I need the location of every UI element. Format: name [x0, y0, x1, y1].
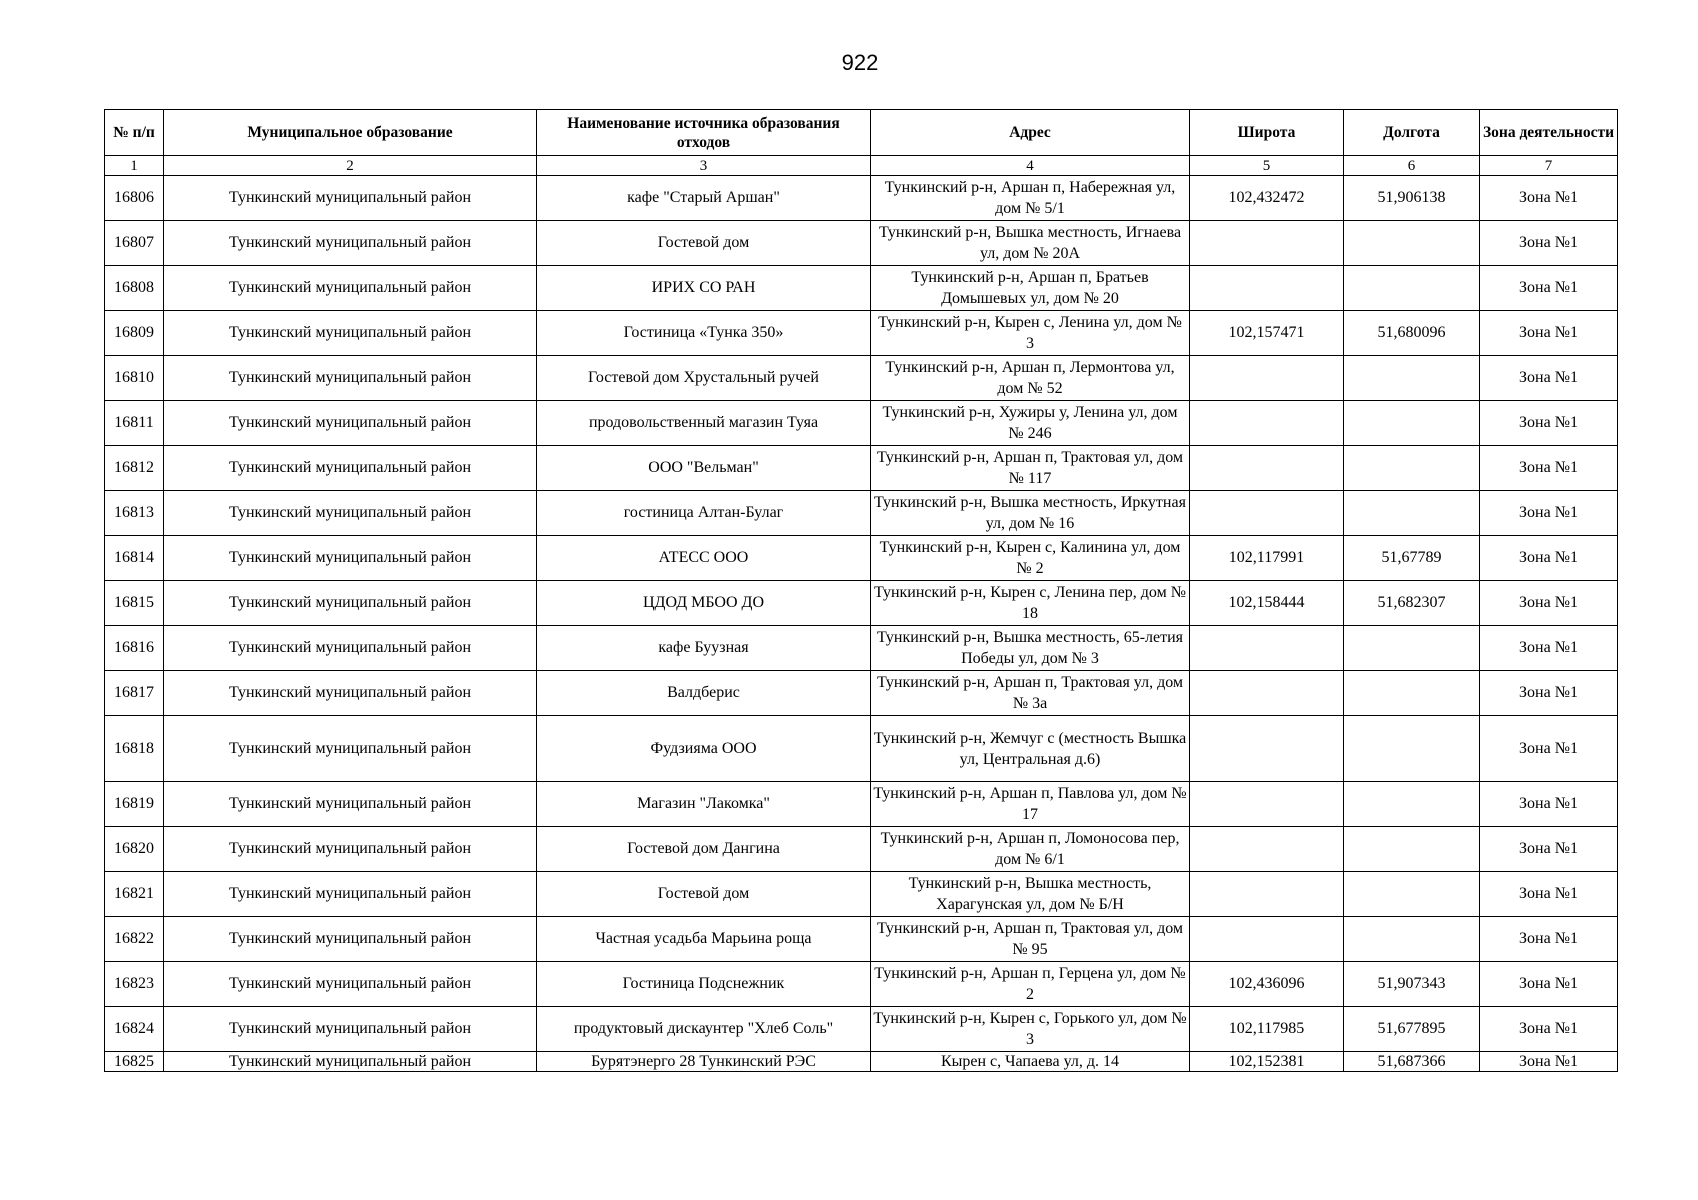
cell-source-name: Гостиница «Тунка 350» [537, 311, 871, 356]
cell-row-number: 16825 [105, 1052, 164, 1072]
cell-row-number: 16824 [105, 1007, 164, 1052]
cell-source-name: Магазин "Лакомка" [537, 782, 871, 827]
cell-latitude [1190, 872, 1344, 917]
cell-row-number: 16811 [105, 401, 164, 446]
table-row [105, 491, 1618, 536]
cell-zone: Зона №1 [1480, 782, 1618, 827]
cell-longitude [1344, 446, 1480, 491]
cell-longitude [1344, 827, 1480, 872]
table-row [105, 356, 1618, 401]
cell-municipality: Тункинский муниципальный район [164, 872, 537, 917]
cell-latitude [1190, 266, 1344, 311]
cell-row-number: 16815 [105, 581, 164, 626]
cell-zone: Зона №1 [1480, 356, 1618, 401]
cell-latitude: 102,157471 [1190, 311, 1344, 356]
cell-longitude [1344, 626, 1480, 671]
cell-row-number: 16819 [105, 782, 164, 827]
cell-zone: Зона №1 [1480, 962, 1618, 1007]
cell-latitude: 102,152381 [1190, 1052, 1344, 1072]
cell-latitude [1190, 221, 1344, 266]
column-number: 5 [1190, 156, 1344, 176]
cell-municipality: Тункинский муниципальный район [164, 716, 537, 782]
cell-address: Тункинский р-н, Жемчуг с (местность Вышка ул, Центральная д.6) [871, 716, 1190, 782]
cell-municipality: Тункинский муниципальный район [164, 176, 537, 221]
column-number: 2 [164, 156, 537, 176]
cell-source-name: Фудзияма ООО [537, 716, 871, 782]
table-row [105, 401, 1618, 446]
cell-source-name: ЦДОД МБОО ДО [537, 581, 871, 626]
cell-longitude [1344, 221, 1480, 266]
cell-address: Тункинский р-н, Хужиры у, Ленина ул, дом № 246 [871, 401, 1190, 446]
cell-zone: Зона №1 [1480, 581, 1618, 626]
cell-row-number: 16820 [105, 827, 164, 872]
cell-zone: Зона №1 [1480, 872, 1618, 917]
cell-latitude: 102,432472 [1190, 176, 1344, 221]
table-row [105, 536, 1618, 581]
cell-address: Кырен с, Чапаева ул, д. 14 [871, 1052, 1190, 1072]
cell-zone: Зона №1 [1480, 626, 1618, 671]
cell-zone: Зона №1 [1480, 536, 1618, 581]
page-number: 922 [841, 50, 879, 75]
table-row [105, 221, 1618, 266]
cell-municipality: Тункинский муниципальный район [164, 782, 537, 827]
cell-longitude: 51,907343 [1344, 962, 1480, 1007]
cell-address: Тункинский р-н, Вышка местность, Харагунская ул, дом № Б/Н [871, 872, 1190, 917]
cell-municipality: Тункинский муниципальный район [164, 446, 537, 491]
cell-row-number: 16821 [105, 872, 164, 917]
cell-latitude [1190, 671, 1344, 716]
table-row [105, 266, 1618, 311]
cell-longitude [1344, 872, 1480, 917]
cell-latitude [1190, 401, 1344, 446]
table-row [105, 581, 1618, 626]
cell-source-name: Частная усадьба Марьина роща [537, 917, 871, 962]
table-row [105, 671, 1618, 716]
cell-municipality: Тункинский муниципальный район [164, 1007, 537, 1052]
cell-municipality: Тункинский муниципальный район [164, 266, 537, 311]
cell-row-number: 16814 [105, 536, 164, 581]
cell-longitude [1344, 716, 1480, 782]
cell-municipality: Тункинский муниципальный район [164, 536, 537, 581]
cell-latitude [1190, 827, 1344, 872]
cell-longitude [1344, 356, 1480, 401]
cell-source-name: продуктовый дискаунтер "Хлеб Соль" [537, 1007, 871, 1052]
table-row [105, 827, 1618, 872]
cell-source-name: Гостевой дом [537, 221, 871, 266]
cell-municipality: Тункинский муниципальный район [164, 962, 537, 1007]
cell-longitude: 51,677895 [1344, 1007, 1480, 1052]
cell-latitude: 102,117985 [1190, 1007, 1344, 1052]
cell-longitude [1344, 401, 1480, 446]
cell-address: Тункинский р-н, Аршан п, Ломоносова пер, дом № 6/1 [871, 827, 1190, 872]
cell-municipality: Тункинский муниципальный район [164, 401, 537, 446]
cell-address: Тункинский р-н, Аршан п, Трактовая ул, дом № 3а [871, 671, 1190, 716]
table-row [105, 716, 1618, 782]
column-number: 7 [1480, 156, 1618, 176]
table-row [105, 311, 1618, 356]
header-municipality: Муниципальное образование [164, 110, 537, 156]
cell-address: Тункинский р-н, Аршан п, Лермонтова ул, дом № 52 [871, 356, 1190, 401]
cell-zone: Зона №1 [1480, 176, 1618, 221]
cell-latitude [1190, 782, 1344, 827]
cell-zone: Зона №1 [1480, 446, 1618, 491]
cell-longitude [1344, 266, 1480, 311]
table-row [105, 446, 1618, 491]
cell-municipality: Тункинский муниципальный район [164, 671, 537, 716]
header-row-number: № п/п [105, 110, 164, 156]
cell-row-number: 16812 [105, 446, 164, 491]
cell-row-number: 16810 [105, 356, 164, 401]
cell-municipality: Тункинский муниципальный район [164, 626, 537, 671]
cell-municipality: Тункинский муниципальный район [164, 491, 537, 536]
column-number-row [105, 156, 1618, 176]
cell-row-number: 16806 [105, 176, 164, 221]
cell-address: Тункинский р-н, Кырен с, Ленина пер, дом № 18 [871, 581, 1190, 626]
cell-municipality: Тункинский муниципальный район [164, 1052, 537, 1072]
cell-address: Тункинский р-н, Аршан п, Набережная ул, дом № 5/1 [871, 176, 1190, 221]
cell-row-number: 16816 [105, 626, 164, 671]
cell-zone: Зона №1 [1480, 221, 1618, 266]
cell-latitude [1190, 491, 1344, 536]
cell-zone: Зона №1 [1480, 491, 1618, 536]
cell-longitude [1344, 917, 1480, 962]
cell-municipality: Тункинский муниципальный район [164, 917, 537, 962]
cell-longitude [1344, 782, 1480, 827]
cell-address: Тункинский р-н, Вышка местность, Иркутная ул, дом № 16 [871, 491, 1190, 536]
cell-address: Тункинский р-н, Аршан п, Братьев Домышевых ул, дом № 20 [871, 266, 1190, 311]
cell-municipality: Тункинский муниципальный район [164, 221, 537, 266]
cell-source-name: гостиница Алтан-Булаг [537, 491, 871, 536]
cell-longitude [1344, 671, 1480, 716]
cell-latitude [1190, 356, 1344, 401]
cell-row-number: 16818 [105, 716, 164, 782]
column-number: 3 [537, 156, 871, 176]
table-row [105, 626, 1618, 671]
table-row [105, 1052, 1618, 1072]
header-latitude: Широта [1190, 110, 1344, 156]
cell-address: Тункинский р-н, Кырен с, Ленина ул, дом № 3 [871, 311, 1190, 356]
cell-longitude: 51,682307 [1344, 581, 1480, 626]
cell-address: Тункинский р-н, Аршан п, Павлова ул, дом № 17 [871, 782, 1190, 827]
cell-zone: Зона №1 [1480, 716, 1618, 782]
cell-zone: Зона №1 [1480, 1052, 1618, 1072]
cell-latitude [1190, 446, 1344, 491]
column-number: 6 [1344, 156, 1480, 176]
cell-latitude [1190, 917, 1344, 962]
column-number: 1 [105, 156, 164, 176]
cell-municipality: Тункинский муниципальный район [164, 356, 537, 401]
header-source-name: Наименование источника образования отходов [537, 110, 871, 156]
cell-source-name: Гостевой дом [537, 872, 871, 917]
cell-source-name: ООО "Вельман" [537, 446, 871, 491]
cell-address: Тункинский р-н, Кырен с, Калинина ул, дом № 2 [871, 536, 1190, 581]
cell-source-name: Валдберис [537, 671, 871, 716]
cell-address: Тункинский р-н, Вышка местность, Игнаева ул, дом № 20А [871, 221, 1190, 266]
table-header-row [105, 110, 1618, 156]
cell-zone: Зона №1 [1480, 401, 1618, 446]
table-row [105, 872, 1618, 917]
cell-latitude [1190, 716, 1344, 782]
cell-row-number: 16809 [105, 311, 164, 356]
cell-longitude: 51,67789 [1344, 536, 1480, 581]
cell-source-name: Гостевой дом Хрустальный ручей [537, 356, 871, 401]
cell-zone: Зона №1 [1480, 917, 1618, 962]
cell-longitude: 51,680096 [1344, 311, 1480, 356]
cell-zone: Зона №1 [1480, 311, 1618, 356]
cell-source-name: Бурятэнерго 28 Тункинский РЭС [537, 1052, 871, 1072]
column-number: 4 [871, 156, 1190, 176]
table-body [105, 176, 1618, 1072]
cell-row-number: 16813 [105, 491, 164, 536]
cell-source-name: Гостиница Подснежник [537, 962, 871, 1007]
cell-source-name: ИРИХ СО РАН [537, 266, 871, 311]
cell-municipality: Тункинский муниципальный район [164, 827, 537, 872]
cell-address: Тункинский р-н, Кырен с, Горького ул, дом № 3 [871, 1007, 1190, 1052]
cell-source-name: АТЕСС ООО [537, 536, 871, 581]
cell-row-number: 16808 [105, 266, 164, 311]
table-row [105, 962, 1618, 1007]
header-zone: Зона деятельности [1480, 110, 1618, 156]
cell-source-name: Гостевой дом Дангина [537, 827, 871, 872]
cell-longitude: 51,687366 [1344, 1052, 1480, 1072]
cell-source-name: кафе Буузная [537, 626, 871, 671]
table-row [105, 782, 1618, 827]
cell-municipality: Тункинский муниципальный район [164, 581, 537, 626]
cell-latitude: 102,117991 [1190, 536, 1344, 581]
cell-zone: Зона №1 [1480, 1007, 1618, 1052]
table-row [105, 917, 1618, 962]
cell-row-number: 16822 [105, 917, 164, 962]
cell-latitude: 102,158444 [1190, 581, 1344, 626]
cell-zone: Зона №1 [1480, 266, 1618, 311]
cell-address: Тункинский р-н, Аршан п, Трактовая ул, дом № 117 [871, 446, 1190, 491]
table-row [105, 1007, 1618, 1052]
cell-source-name: продовольственный магазин Туяа [537, 401, 871, 446]
cell-zone: Зона №1 [1480, 827, 1618, 872]
cell-address: Тункинский р-н, Вышка местность, 65-летия Победы ул, дом № 3 [871, 626, 1190, 671]
cell-address: Тункинский р-н, Аршан п, Герцена ул, дом № 2 [871, 962, 1190, 1007]
waste-sources-table [104, 109, 1618, 1072]
cell-source-name: кафе "Старый Аршан" [537, 176, 871, 221]
cell-address: Тункинский р-н, Аршан п, Трактовая ул, дом № 95 [871, 917, 1190, 962]
header-longitude: Долгота [1344, 110, 1480, 156]
cell-zone: Зона №1 [1480, 671, 1618, 716]
table-row [105, 176, 1618, 221]
header-address: Адрес [871, 110, 1190, 156]
cell-longitude [1344, 491, 1480, 536]
cell-latitude: 102,436096 [1190, 962, 1344, 1007]
cell-latitude [1190, 626, 1344, 671]
cell-row-number: 16807 [105, 221, 164, 266]
cell-row-number: 16817 [105, 671, 164, 716]
cell-longitude: 51,906138 [1344, 176, 1480, 221]
cell-municipality: Тункинский муниципальный район [164, 311, 537, 356]
cell-row-number: 16823 [105, 962, 164, 1007]
